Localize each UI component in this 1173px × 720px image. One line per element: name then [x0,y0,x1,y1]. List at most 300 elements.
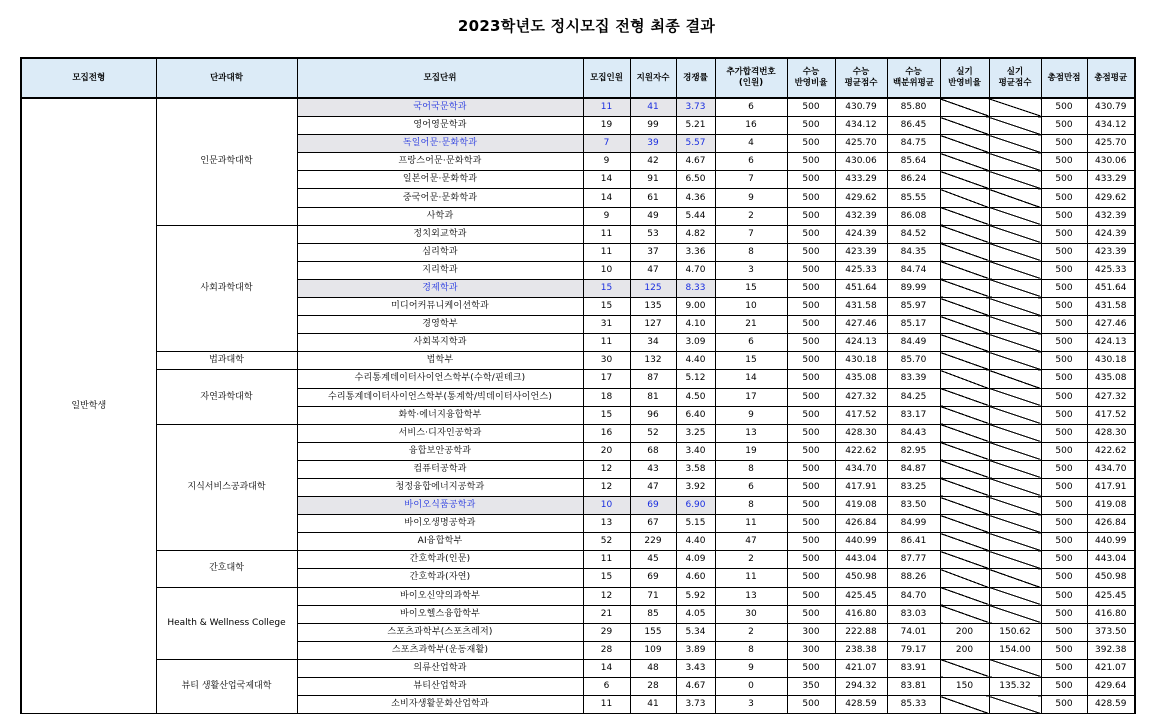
total-avg-cell: 427.32 [1087,388,1135,406]
suneung-ratio-cell: 500 [787,352,835,370]
total-avg-cell: 424.39 [1087,225,1135,243]
total-full-cell: 500 [1041,98,1087,117]
total-full-cell: 500 [1041,388,1087,406]
extra-cell: 2 [715,623,787,641]
quota-cell: 15 [583,406,630,424]
practical-ratio-cell [940,352,989,370]
suneung-avg-cell: 425.45 [835,587,887,605]
suneung-pct-cell: 85.17 [887,316,940,334]
total-full-cell: 500 [1041,298,1087,316]
suneung-pct-cell: 86.45 [887,117,940,135]
extra-cell: 8 [715,497,787,515]
unit-cell: 영어영문학과 [297,117,583,135]
practical-ratio-cell [940,587,989,605]
extra-cell: 13 [715,587,787,605]
suneung-avg-cell: 423.39 [835,243,887,261]
suneung-ratio-cell: 500 [787,478,835,496]
competition-cell: 6.40 [676,406,715,424]
suneung-pct-cell: 85.55 [887,189,940,207]
suneung-ratio-cell: 500 [787,551,835,569]
results-table [20,57,1136,714]
suneung-ratio-cell: 500 [787,442,835,460]
practical-avg-cell [989,135,1041,153]
total-avg-cell: 425.33 [1087,261,1135,279]
suneung-pct-cell: 82.95 [887,442,940,460]
unit-cell: 국어국문학과 [297,98,583,117]
competition-cell: 5.34 [676,623,715,641]
practical-ratio-cell [940,117,989,135]
total-full-cell: 500 [1041,135,1087,153]
page-title: 2023학년도 정시모집 전형 최종 결과 [457,17,716,35]
header-suneung-avg-line2: 평균점수 [844,78,878,88]
suneung-pct-cell: 84.74 [887,261,940,279]
practical-avg-cell [989,442,1041,460]
extra-cell: 6 [715,334,787,352]
total-avg-cell: 427.46 [1087,316,1135,334]
suneung-avg-cell: 294.32 [835,678,887,696]
applicants-cell: 125 [630,279,676,297]
practical-ratio-cell [940,605,989,623]
total-avg-cell: 430.79 [1087,98,1135,117]
suneung-avg-cell: 238.38 [835,641,887,659]
practical-ratio-cell [940,261,989,279]
suneung-pct-cell: 85.70 [887,352,940,370]
applicants-cell: 127 [630,316,676,334]
competition-cell: 5.21 [676,117,715,135]
quota-cell: 19 [583,117,630,135]
quota-cell: 20 [583,442,630,460]
applicants-cell: 37 [630,243,676,261]
practical-ratio-cell [940,135,989,153]
competition-cell: 3.43 [676,659,715,677]
extra-cell: 13 [715,424,787,442]
practical-ratio-cell [940,533,989,551]
practical-avg-cell: 135.32 [989,678,1041,696]
suneung-avg-cell: 417.91 [835,478,887,496]
competition-cell: 3.40 [676,442,715,460]
quota-cell: 11 [583,334,630,352]
suneung-ratio-cell: 500 [787,659,835,677]
header-practical-avg-line2: 평균점수 [998,78,1032,88]
practical-ratio-cell [940,298,989,316]
applicants-cell: 132 [630,352,676,370]
header-unit: 모집단위 [297,58,583,98]
suneung-avg-cell: 424.39 [835,225,887,243]
unit-cell: 심리학과 [297,243,583,261]
practical-ratio-cell [940,207,989,225]
practical-ratio-cell [940,153,989,171]
unit-cell: 의류산업학과 [297,659,583,677]
total-full-cell: 500 [1041,424,1087,442]
practical-avg-cell [989,388,1041,406]
applicants-cell: 91 [630,171,676,189]
practical-ratio-cell [940,370,989,388]
total-full-cell: 500 [1041,533,1087,551]
suneung-avg-cell: 431.58 [835,298,887,316]
suneung-ratio-cell: 500 [787,334,835,352]
competition-cell: 4.50 [676,388,715,406]
table-row [21,370,1135,388]
header-extra-line2: (인원) [738,78,764,88]
total-full-cell: 500 [1041,587,1087,605]
practical-ratio-cell: 200 [940,641,989,659]
header-type: 모집전형 [21,58,156,98]
suneung-avg-cell: 430.06 [835,153,887,171]
practical-avg-cell [989,98,1041,117]
practical-avg-cell [989,279,1041,297]
quota-cell: 12 [583,587,630,605]
competition-cell: 5.44 [676,207,715,225]
practical-avg-cell [989,659,1041,677]
unit-cell: 바이오생명공학과 [297,515,583,533]
suneung-pct-cell: 85.33 [887,696,940,714]
suneung-avg-cell: 430.79 [835,98,887,117]
suneung-ratio-cell: 500 [787,515,835,533]
extra-cell: 19 [715,442,787,460]
header-extra-line1: 추가합격번호 [726,67,776,77]
practical-ratio-cell [940,334,989,352]
applicants-cell: 45 [630,551,676,569]
suneung-avg-cell: 443.04 [835,551,887,569]
unit-cell: 간호학과(인문) [297,551,583,569]
suneung-avg-cell: 434.12 [835,117,887,135]
suneung-ratio-cell: 500 [787,298,835,316]
extra-cell: 10 [715,298,787,316]
total-full-cell: 500 [1041,316,1087,334]
practical-avg-cell [989,587,1041,605]
total-avg-cell: 430.18 [1087,352,1135,370]
suneung-avg-cell: 422.62 [835,442,887,460]
suneung-pct-cell: 83.39 [887,370,940,388]
suneung-ratio-cell: 500 [787,460,835,478]
suneung-pct-cell: 84.75 [887,135,940,153]
applicants-cell: 28 [630,678,676,696]
practical-avg-cell [989,478,1041,496]
suneung-pct-cell: 86.24 [887,171,940,189]
extra-cell: 11 [715,569,787,587]
header-applicants: 지원자수 [630,58,676,98]
suneung-ratio-cell: 350 [787,678,835,696]
suneung-ratio-cell: 500 [787,605,835,623]
applicants-cell: 41 [630,98,676,117]
competition-cell: 5.15 [676,515,715,533]
unit-cell: 바이오식품공학과 [297,497,583,515]
applicants-cell: 68 [630,442,676,460]
suneung-avg-cell: 427.32 [835,388,887,406]
applicants-cell: 34 [630,334,676,352]
competition-cell: 3.58 [676,460,715,478]
quota-cell: 14 [583,189,630,207]
suneung-pct-cell: 84.99 [887,515,940,533]
header-suneung-pct [887,58,940,98]
total-avg-cell: 419.08 [1087,497,1135,515]
practical-avg-cell [989,533,1041,551]
unit-cell: 일본어문·문화학과 [297,171,583,189]
suneung-avg-cell: 426.84 [835,515,887,533]
header-practical-ratio [940,58,989,98]
table-row [21,587,1135,605]
suneung-avg-cell: 428.30 [835,424,887,442]
quota-cell: 31 [583,316,630,334]
extra-cell: 6 [715,98,787,117]
quota-cell: 29 [583,623,630,641]
practical-ratio-cell: 150 [940,678,989,696]
suneung-avg-cell: 430.18 [835,352,887,370]
college-cell: 인문과학대학 [156,98,297,225]
total-avg-cell: 424.13 [1087,334,1135,352]
total-avg-cell: 426.84 [1087,515,1135,533]
total-avg-cell: 428.59 [1087,696,1135,714]
extra-cell: 47 [715,533,787,551]
unit-cell: 뷰티산업학과 [297,678,583,696]
practical-avg-cell [989,515,1041,533]
applicants-cell: 81 [630,388,676,406]
quota-cell: 12 [583,478,630,496]
total-avg-cell: 417.52 [1087,406,1135,424]
total-avg-cell: 433.29 [1087,171,1135,189]
suneung-avg-cell: 433.29 [835,171,887,189]
suneung-avg-cell: 432.39 [835,207,887,225]
extra-cell: 8 [715,641,787,659]
college-cell: 법과대학 [156,352,297,370]
quota-cell: 15 [583,569,630,587]
extra-cell: 2 [715,551,787,569]
extra-cell: 4 [715,135,787,153]
practical-avg-cell [989,225,1041,243]
suneung-avg-cell: 440.99 [835,533,887,551]
suneung-pct-cell: 83.17 [887,406,940,424]
total-full-cell: 500 [1041,605,1087,623]
competition-cell: 5.57 [676,135,715,153]
total-avg-cell: 434.70 [1087,460,1135,478]
suneung-avg-cell: 424.13 [835,334,887,352]
unit-cell: 컴퓨터공학과 [297,460,583,478]
quota-cell: 12 [583,460,630,478]
extra-cell: 7 [715,171,787,189]
total-full-cell: 500 [1041,641,1087,659]
table-row [21,424,1135,442]
unit-cell: 소비자생활문화산업학과 [297,696,583,714]
practical-ratio-cell [940,388,989,406]
applicants-cell: 47 [630,261,676,279]
total-avg-cell: 440.99 [1087,533,1135,551]
unit-cell: 스포츠과학부(운동재활) [297,641,583,659]
header-suneung-avg-line1: 수능 [852,67,870,77]
total-avg-cell: 421.07 [1087,659,1135,677]
competition-cell: 4.10 [676,316,715,334]
total-full-cell: 500 [1041,153,1087,171]
total-avg-cell: 425.45 [1087,587,1135,605]
quota-cell: 14 [583,171,630,189]
total-full-cell: 500 [1041,171,1087,189]
competition-cell: 4.67 [676,678,715,696]
suneung-avg-cell: 428.59 [835,696,887,714]
suneung-pct-cell: 84.25 [887,388,940,406]
suneung-pct-cell: 84.52 [887,225,940,243]
quota-cell: 21 [583,605,630,623]
header-suneung-ratio-line2: 반영비율 [794,78,828,88]
suneung-avg-cell: 434.70 [835,460,887,478]
suneung-ratio-cell: 500 [787,316,835,334]
unit-cell: 법학부 [297,352,583,370]
competition-cell: 3.73 [676,696,715,714]
table-row [21,352,1135,370]
total-avg-cell: 450.98 [1087,569,1135,587]
suneung-pct-cell: 74.01 [887,623,940,641]
suneung-pct-cell: 85.97 [887,298,940,316]
header-college: 단과대학 [156,58,297,98]
suneung-pct-cell: 85.64 [887,153,940,171]
total-avg-cell: 429.62 [1087,189,1135,207]
applicants-cell: 53 [630,225,676,243]
suneung-ratio-cell: 500 [787,189,835,207]
unit-cell: 수리통계데이터사이언스학부(수학/핀테크) [297,370,583,388]
suneung-avg-cell: 419.08 [835,497,887,515]
applicants-cell: 52 [630,424,676,442]
quota-cell: 15 [583,279,630,297]
practical-ratio-cell [940,171,989,189]
suneung-avg-cell: 451.64 [835,279,887,297]
practical-avg-cell [989,569,1041,587]
extra-cell: 3 [715,696,787,714]
total-full-cell: 500 [1041,261,1087,279]
total-full-cell: 500 [1041,334,1087,352]
suneung-ratio-cell: 500 [787,153,835,171]
quota-cell: 30 [583,352,630,370]
suneung-pct-cell: 87.77 [887,551,940,569]
unit-cell: 프랑스어문·문화학과 [297,153,583,171]
competition-cell: 4.09 [676,551,715,569]
header-total-avg: 총점평균 [1087,58,1135,98]
header-row [21,58,1135,98]
suneung-ratio-cell: 500 [787,696,835,714]
practical-avg-cell [989,696,1041,714]
total-avg-cell: 434.12 [1087,117,1135,135]
total-avg-cell: 422.62 [1087,442,1135,460]
practical-ratio-cell [940,659,989,677]
unit-cell: AI융합학부 [297,533,583,551]
practical-ratio-cell [940,225,989,243]
total-full-cell: 500 [1041,406,1087,424]
total-avg-cell: 430.06 [1087,153,1135,171]
total-full-cell: 500 [1041,279,1087,297]
applicants-cell: 61 [630,189,676,207]
quota-cell: 28 [583,641,630,659]
suneung-ratio-cell: 500 [787,98,835,117]
extra-cell: 11 [715,515,787,533]
total-avg-cell: 429.64 [1087,678,1135,696]
total-full-cell: 500 [1041,352,1087,370]
total-full-cell: 500 [1041,460,1087,478]
unit-cell: 화학·에너지융합학부 [297,406,583,424]
practical-avg-cell [989,497,1041,515]
extra-cell: 14 [715,370,787,388]
applicants-cell: 47 [630,478,676,496]
practical-ratio-cell [940,460,989,478]
unit-cell: 바이오헬스융합학부 [297,605,583,623]
competition-cell: 4.05 [676,605,715,623]
competition-cell: 5.12 [676,370,715,388]
practical-ratio-cell [940,478,989,496]
suneung-avg-cell: 416.80 [835,605,887,623]
suneung-pct-cell: 83.81 [887,678,940,696]
practical-avg-cell [989,334,1041,352]
unit-cell: 경영학부 [297,316,583,334]
college-cell: 뷰티 생활산업국제대학 [156,659,297,713]
practical-ratio-cell [940,243,989,261]
extra-cell: 2 [715,207,787,225]
unit-cell: 스포츠과학부(스포츠레저) [297,623,583,641]
extra-cell: 7 [715,225,787,243]
total-avg-cell: 443.04 [1087,551,1135,569]
quota-cell: 10 [583,261,630,279]
total-full-cell: 500 [1041,243,1087,261]
table-row [21,551,1135,569]
quota-cell: 9 [583,207,630,225]
suneung-pct-cell: 84.70 [887,587,940,605]
unit-cell: 미디어커뮤니케이션학과 [297,298,583,316]
header-practical-ratio-line2: 반영비율 [948,78,981,88]
extra-cell: 17 [715,388,787,406]
unit-cell: 융합보안공학과 [297,442,583,460]
suneung-pct-cell: 88.26 [887,569,940,587]
applicants-cell: 96 [630,406,676,424]
suneung-ratio-cell: 500 [787,135,835,153]
suneung-pct-cell: 84.35 [887,243,940,261]
header-total-full: 총점만점 [1041,58,1087,98]
college-cell: 자연과학대학 [156,370,297,424]
suneung-ratio-cell: 500 [787,171,835,189]
quota-cell: 13 [583,515,630,533]
competition-cell: 3.25 [676,424,715,442]
total-full-cell: 500 [1041,189,1087,207]
total-avg-cell: 431.58 [1087,298,1135,316]
suneung-avg-cell: 417.52 [835,406,887,424]
applicants-cell: 42 [630,153,676,171]
admission-type-cell: 일반학생 [21,98,156,714]
extra-cell: 15 [715,279,787,297]
total-avg-cell: 392.38 [1087,641,1135,659]
quota-cell: 16 [583,424,630,442]
extra-cell: 6 [715,153,787,171]
quota-cell: 9 [583,153,630,171]
suneung-ratio-cell: 500 [787,243,835,261]
unit-cell: 사회복지학과 [297,334,583,352]
quota-cell: 11 [583,243,630,261]
practical-ratio-cell [940,98,989,117]
applicants-cell: 48 [630,659,676,677]
competition-cell: 4.60 [676,569,715,587]
suneung-ratio-cell: 500 [787,569,835,587]
college-cell: 간호대학 [156,551,297,587]
total-full-cell: 500 [1041,551,1087,569]
applicants-cell: 71 [630,587,676,605]
suneung-ratio-cell: 300 [787,623,835,641]
competition-cell: 6.50 [676,171,715,189]
practical-ratio-cell [940,189,989,207]
practical-avg-cell: 154.00 [989,641,1041,659]
suneung-avg-cell: 425.70 [835,135,887,153]
total-full-cell: 500 [1041,678,1087,696]
extra-cell: 15 [715,352,787,370]
competition-cell: 4.70 [676,261,715,279]
total-full-cell: 500 [1041,370,1087,388]
quota-cell: 52 [583,533,630,551]
practical-avg-cell [989,298,1041,316]
total-avg-cell: 425.70 [1087,135,1135,153]
suneung-avg-cell: 427.46 [835,316,887,334]
quota-cell: 11 [583,551,630,569]
